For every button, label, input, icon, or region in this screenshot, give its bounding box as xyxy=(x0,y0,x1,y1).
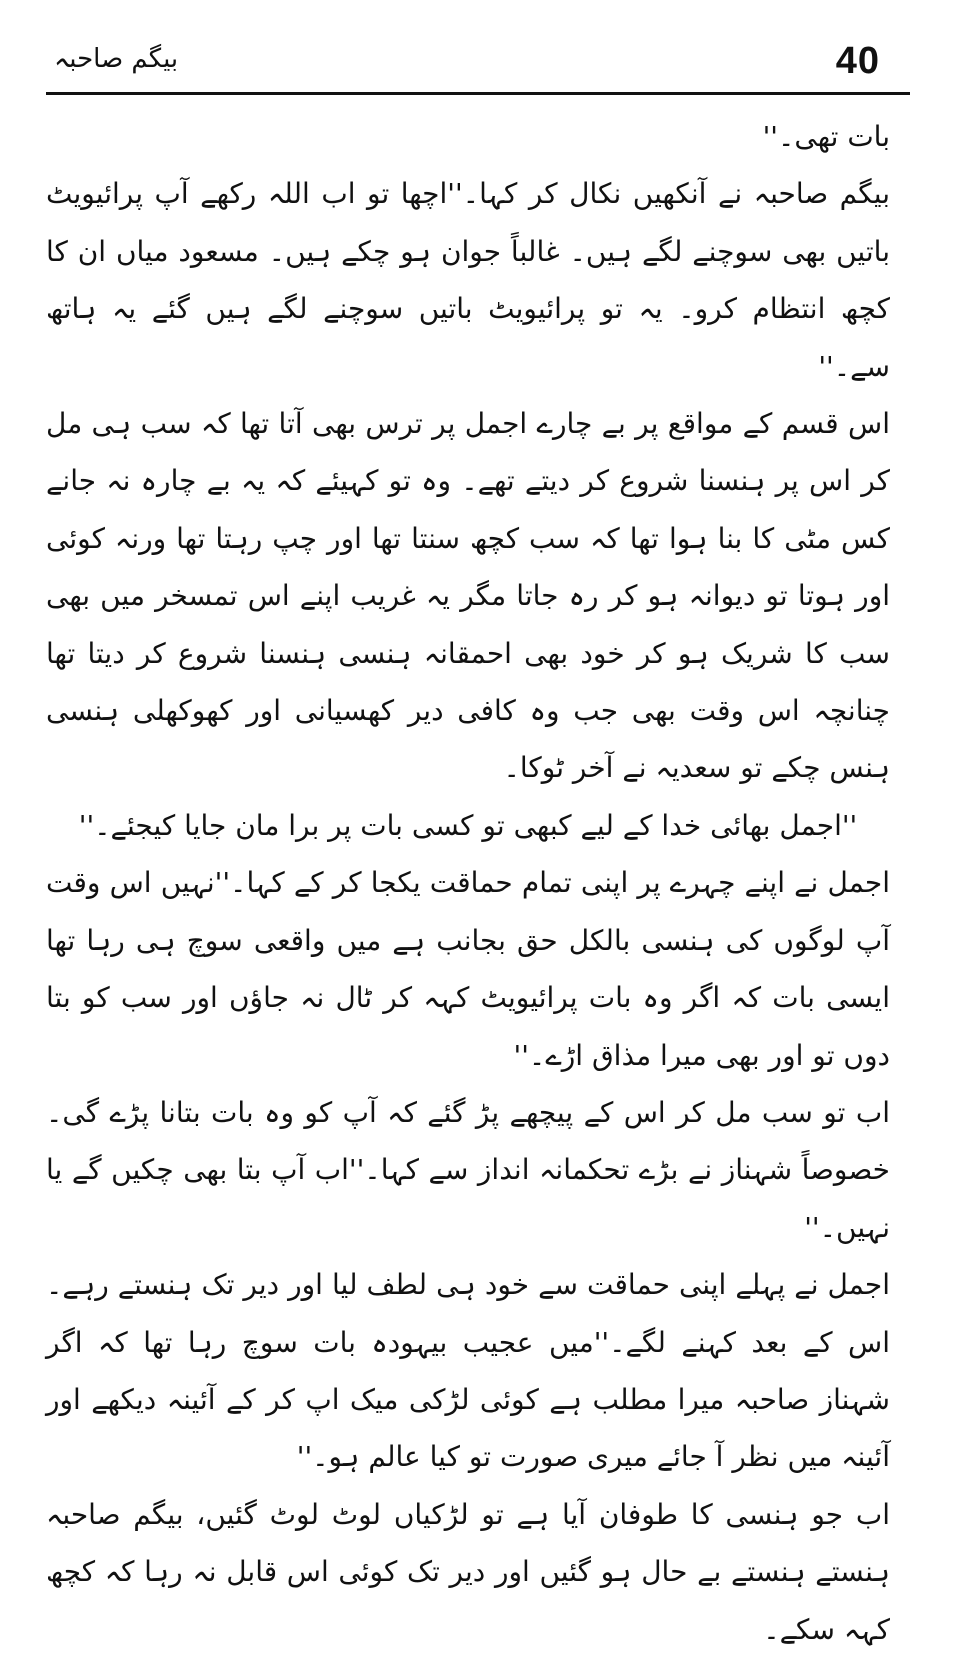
paragraph-4: ''اجمل بھائی خدا کے لیے کبھی تو کسی بات پر برا مان جایا کیجئے۔'' xyxy=(78,808,858,842)
paragraph-1: بات تھی۔'' xyxy=(762,120,890,153)
paragraph-2: بیگم صاحبہ نے آنکھیں نکال کر کہا۔''اچھا تو اب اللہ رکھے آپ پرائیویٹ باتیں بھی سوچنے لگے ہیں۔ غالباً جوان ہو چکے ہیں۔ مسعود میاں ان کا کچھ انتظام کرو۔ یہ تو پرائیویٹ باتیں سوچنے لگے ہیں گئے یہ ہاتھ سے۔'' xyxy=(46,177,890,383)
running-title: بیگم صاحبہ xyxy=(54,44,179,74)
paragraph-8: اب جو ہنسی کا طوفان آیا ہے تو لڑکیاں لوٹ لوٹ گئیں، بیگم صاحبہ ہنستے ہنستے بے حال ہو گئیں اور دیر تک کوئی اس قابل نہ رہا کہ کچھ کہہ سکے۔ xyxy=(46,1497,890,1646)
paragraph-6: اب تو سب مل کر اس کے پیچھے پڑ گئے کہ آپ کو وہ بات بتانا پڑے گی۔ خصوصاً شہناز نے بڑے تحکمانہ انداز سے کہا۔''اب آپ بتا بھی چکیں گے یا نہیں۔'' xyxy=(46,1095,890,1244)
body-text xyxy=(46,108,890,1658)
paragraph-3: اس قسم کے مواقع پر بے چارے اجمل پر ترس بھی آتا تھا کہ سب ہی مل کر اس پر ہنسنا شروع کر دیتے تھے۔ وہ تو کہیئے کہ یہ بے چارہ نہ جانے کس مٹی کا بنا ہوا تھا کہ سب کچھ سنتا تھا اور چپ رہتا تھا ورنہ کوئی اور ہوتا تو دیوانہ ہو کر رہ جاتا مگر یہ غریب اپنے اس تمسخر میں بھی سب کا شریک ہو کر خود بھی احمقانہ ہنسی ہنسنا شروع کر دیتا تھا چنانچہ اس وقت بھی جب وہ کافی دیر کھسیانی اور کھوکھلی ہنسی ہنس چکے تو سعدیہ نے آخر ٹوکا۔ xyxy=(46,407,890,785)
page-header xyxy=(46,0,890,92)
paragraph-5: اجمل نے اپنے چہرے پر اپنی تمام حماقت یکجا کر کے کہا۔''نہیں اس وقت آپ لوگوں کی ہنسی بالکل حق بجانب ہے میں واقعی سوچ ہی رہا تھا ایسی بات کہ اگر وہ بات پرائیویٹ کہہ کر ٹال نہ جاؤں اور سب کو بتا دوں تو اور بھی میرا مذاق اڑے۔'' xyxy=(46,866,890,1072)
paragraph-7: اجمل نے پہلے اپنی حماقت سے خود ہی لطف لیا اور دیر تک ہنستے رہے۔ اس کے بعد کہنے لگے۔''میں عجیب بیہودہ بات سوچ رہا تھا کہ اگر شہناز صاحبہ میرا مطلب ہے کوئی لڑکی میک اپ کر کے آئینہ دیکھے اور آئینہ میں نظر آ جائے میری صورت تو کیا عالم ہو۔'' xyxy=(46,1268,890,1474)
header-rule xyxy=(46,92,910,95)
page-number: 40 xyxy=(835,40,880,82)
